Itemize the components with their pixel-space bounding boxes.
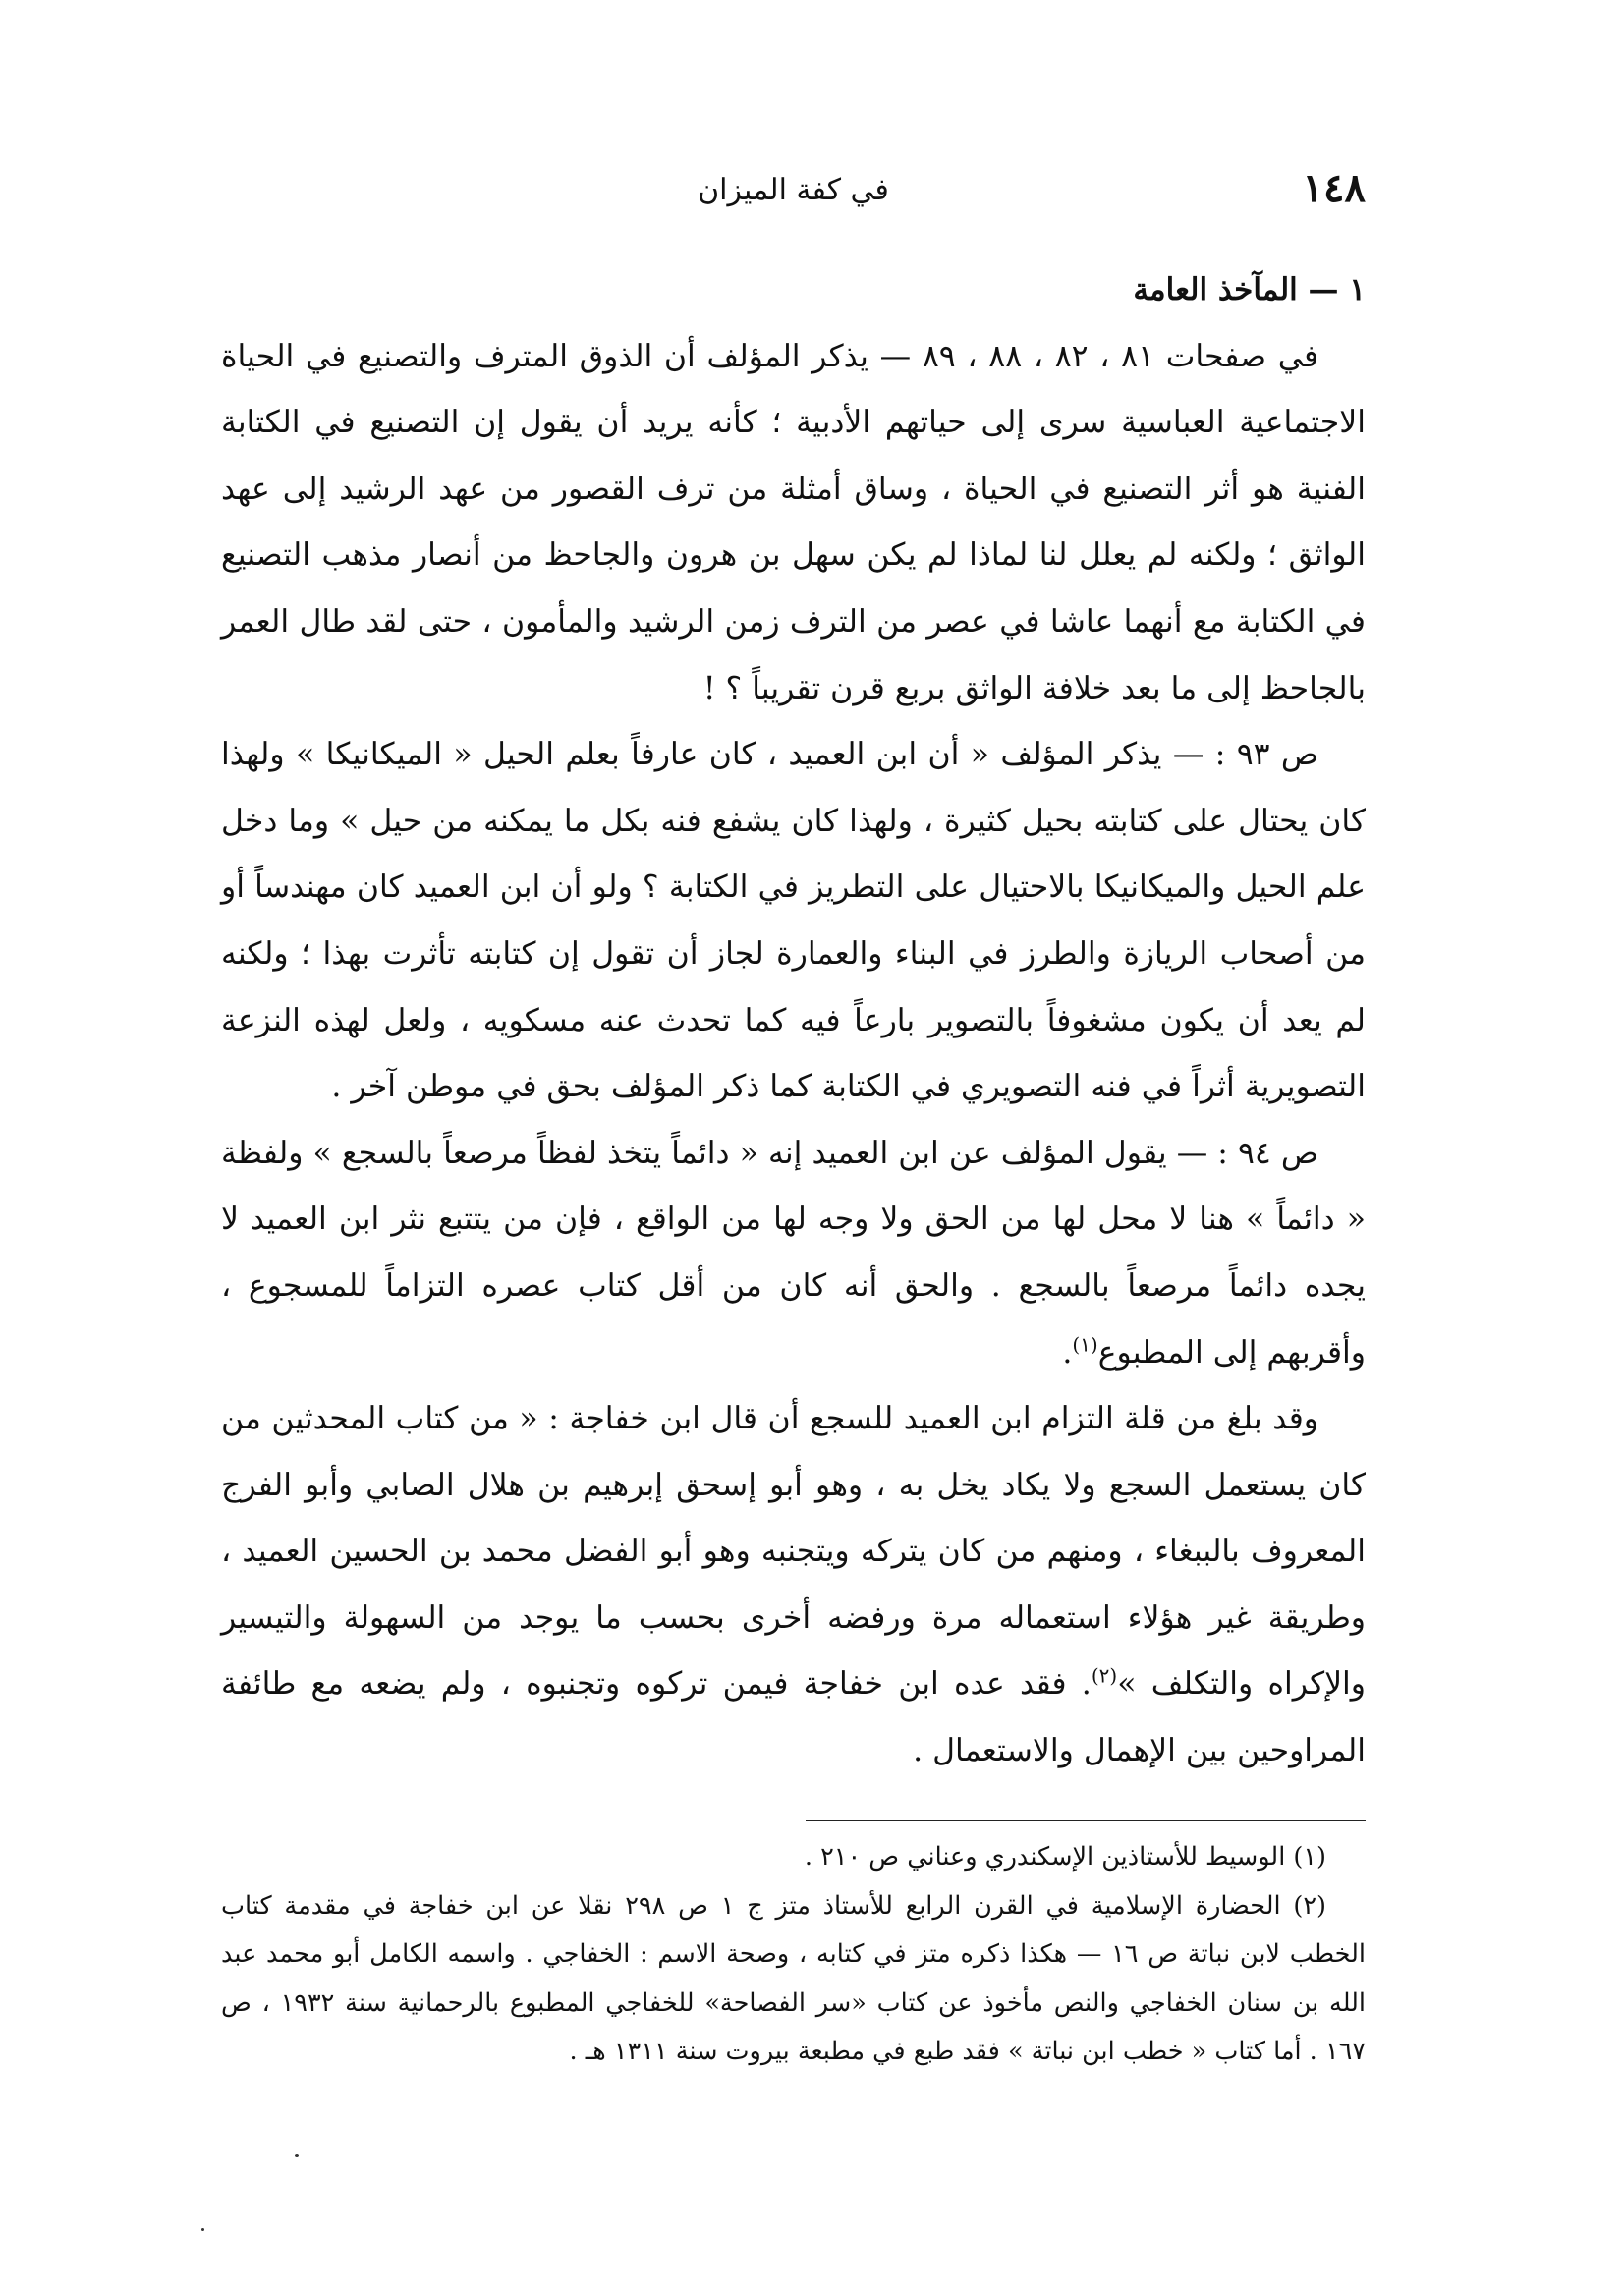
paragraph-page-94 — [221, 1121, 1366, 1386]
page-header — [221, 165, 1366, 224]
footnote-1: (١) الوسيط للأستاذين الإسكندري وعناني ص ٢١٠ . — [804, 1842, 1326, 1872]
print-speck — [295, 2154, 299, 2157]
running-title: في كفة الميزان — [698, 173, 889, 207]
paragraph-text-end: . فقد عده ابن خفاجة فيمن تركوه وتجنبوه ، ولم يضعه مع طائفة المراوحين بين الإهمال والاستعمال . — [221, 1666, 1366, 1769]
print-speck — [201, 2228, 204, 2231]
paragraph-text: ص ٩٣ : — يذكر المؤلف « أن ابن العميد ، كان عارفاً بعلم الحيل « الميكانيكا » ولهذا كان يحتال على كتابته بحيل كثيرة ، ولهذا كان يشفع فنه بكل ما يمكنه من حيل » وما دخل علم الحيل والميكانيكا بالاحتيال على التطريز في الكتابة ؟ ولو أن ابن العميد كان مهندساً أو من أصحاب الريازة والطرز في البناء والعمارة لجاز أن تقول إن كتابته تأثرت بهذا ؛ ولكنه لم يعد أن يكون مشغوفاً بالتصوير بارعاً فيه كما تحدث عنه مسكويه ، ولعل لهذه النزعة التصويرية أثراً في فنه التصويري في الكتابة كما ذكر المؤلف بحق في موطن آخر . — [221, 737, 1366, 1105]
footnote-reference-2: (٢) — [1091, 1663, 1118, 1688]
paragraph-text-end: . — [1062, 1334, 1073, 1371]
footnotes — [221, 1833, 1366, 2077]
page-number: ١٤٨ — [1302, 165, 1366, 211]
paragraph-text: وقد بلغ من قلة التزام ابن العميد للسجع أن قال ابن خفاجة : « من كتاب المحدثين من كان يستعمل السجع ولا يكاد يخل به ، وهو أبو إسحق إبرهيم بن هلال الصابي وأبو الفرج المعروف بالببغاء ، ومنهم من كان يتركه ويتجنبه وهو أبو الفضل محمد بن الحسين العميد ، وطريقة غير هؤلاء استعماله مرة ورفضه أخرى بحسب ما يوجد من السهولة والتيسير والإكراه والتكلف » — [221, 1401, 1367, 1703]
footnote-divider — [806, 1820, 1366, 1821]
paragraph-text: في صفحات ٨١ ، ٨٢ ، ٨٨ ، ٨٩ — يذكر المؤلف أن الذوق المترف والتصنيع في الحياة الاجتماعية العباسية سرى إلى حياتهم الأدبية ؛ كأنه يريد أن يقول إن التصنيع في الكتابة الفنية هو أثر التصنيع في الحياة ، وساق أمثلة من ترف القصور من عهد الرشيد إلى عهد الواثق ؛ ولكنه لم يعلل لنا لماذا لم يكن سهل بن هرون والجاحظ من أنصار مذهب التصنيع في الكتابة مع أنهما عاشا في عصر من الترف زمن الرشيد والمأمون ، حتى لقد طال العمر بالجاحظ إلى ما بعد خلافة الواثق بربع قرن تقريباً ؟ ! — [221, 338, 1366, 706]
section-heading: ١ — المآخذ العامة — [1133, 272, 1366, 308]
footnote-2: (٢) الحضارة الإسلامية في القرن الرابع للأستاذ متز ج ١ ص ٢٩٨ نقلا عن ابن خفاجة في مقدمة كتاب الخطب لابن نباتة ص ١٦ — هكذا ذكره متز في كتابه ، وصحة الاسم : الخفاجي . واسمه الكامل أبو محمد عبد الله بن سنان الخفاجي والنص مأخوذ عن كتاب «سر الفصاحة» للخفاجي المطبوع بالرحمانية سنة ١٩٣٢ ، ص ١٦٧ . أما كتاب « خطب ابن نباتة » فقد طبع في مطبعة بيروت سنة ١٣١١ هـ . — [221, 1890, 1366, 2066]
paragraph-page-93 — [221, 722, 1366, 1121]
footnote-reference-1: (١) — [1072, 1332, 1098, 1356]
paragraph-pages-81-89 — [221, 324, 1366, 723]
main-text — [221, 257, 1366, 1785]
paragraph-ibn-khafaja-quote — [221, 1386, 1366, 1785]
paragraph-text: ص ٩٤ : — يقول المؤلف عن ابن العميد إنه « دائماً يتخذ لفظاً مرصعاً بالسجع » ولفظة « دائماً » هنا لا محل لها من الحق ولا وجه لها من الواقع ، فإن من يتتبع نثر ابن العميد لا يجده دائماً مرصعاً بالسجع . والحق أنه كان من أقل كتاب عصره التزاماً للمسجوع ، وأقربهم إلى المطبوع — [221, 1135, 1366, 1371]
